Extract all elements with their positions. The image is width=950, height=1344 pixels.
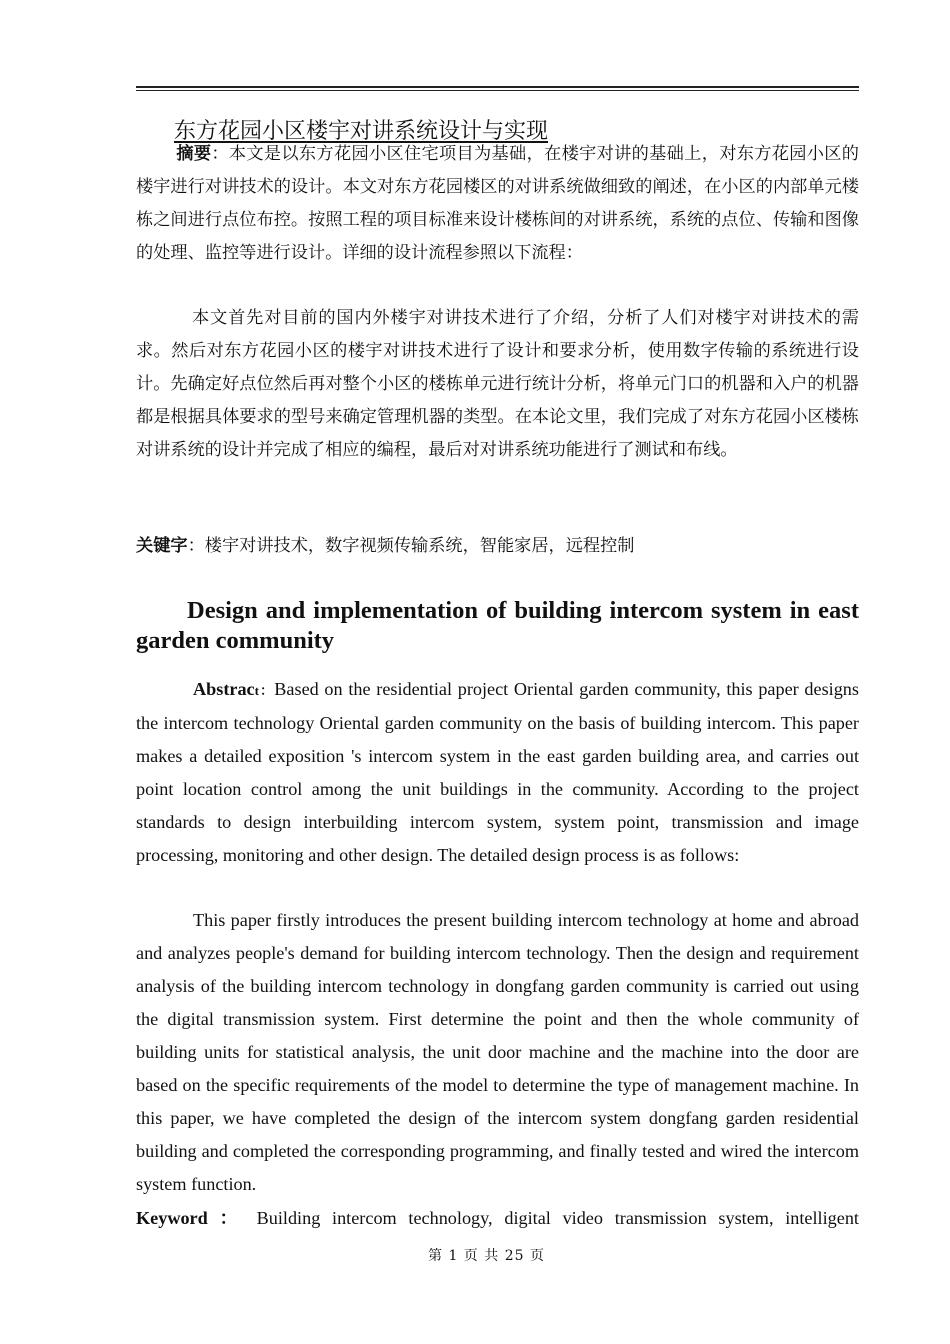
english-abstract-text-1: Based on the residential project Oriental garden community, this paper designs the intercom technology Oriental garden community on the basis of building intercom. This paper makes a detailed exposition 's intercom system in the east garden building area, and carries out point location control among the unit buildings in the community. According to the project standards to design interbuilding intercom system, system point, transmission and image processing, monitoring and other design. The detailed design process is as follows: bbox=[136, 679, 859, 865]
chinese-keywords bbox=[136, 530, 859, 563]
chinese-title: 东方花园小区楼宇对讲系统设计与实现 bbox=[174, 119, 549, 144]
chinese-abstract-label: 摘要 bbox=[176, 144, 212, 164]
english-abstract-paragraph-1 bbox=[136, 673, 859, 872]
english-abstract-label-tail: t： bbox=[254, 683, 275, 698]
english-keywords-label: Keyword bbox=[136, 1208, 208, 1228]
chinese-abstract-colon: ： bbox=[211, 144, 229, 164]
chinese-keywords-label: 关键字 bbox=[136, 536, 188, 556]
english-keywords-text: Building intercom technology, digital video transmission system, intelligent bbox=[256, 1208, 859, 1228]
english-abstract-paragraph-2: This paper firstly introduces the present building intercom technology at home and abroad and analyzes people's demand for building intercom technology. Then the design and requirement analysis of the building intercom technology in dongfang garden community is carried out using the digital transmission system. First determine the point and then the whole community of building units for statistical analysis, the unit door machine and the machine into the door are based on the specific requirements of the model to determine the type of management machine. In this paper, we have completed the design of the intercom system dongfang garden residential building and completed the corresponding programming, and finally tested and wired the intercom system function. bbox=[136, 910, 859, 1194]
english-abstract-label: Abstrac bbox=[193, 679, 255, 699]
english-keywords bbox=[136, 1202, 859, 1235]
header-rule bbox=[136, 86, 859, 91]
english-title: Design and implementation of building intercom system in east garden community bbox=[136, 597, 859, 654]
chinese-keywords-text: 楼宇对讲技术，数字视频传输系统，智能家居，远程控制 bbox=[204, 536, 635, 556]
page-number-footer: 第 1 页 共 25 页 bbox=[428, 1248, 545, 1264]
english-keywords-colon: ： bbox=[219, 1208, 245, 1228]
chinese-keywords-colon: ： bbox=[187, 536, 205, 556]
chinese-abstract-paragraph-1 bbox=[136, 138, 859, 270]
chinese-abstract-paragraph-2: 本文首先对目前的国内外楼宇对讲技术进行了介绍，分析了人们对楼宇对讲技术的需求。然后对东方花园小区的楼宇对讲技术进行了设计和要求分析，使用数字传输的系统进行设计。先确定好点位然后再对整个小区的楼栋单元进行统计分析，将单元门口的机器和入户的机器都是根据具体要求的型号来确定管理机器的类型。在本论文里，我们完成了对东方花园小区楼栋对讲系统的设计并完成了相应的编程，最后对对讲系统功能进行了测试和布线。 bbox=[136, 308, 859, 460]
chinese-abstract-text-1: 本文是以东方花园小区住宅项目为基础，在楼宇对讲的基础上，对东方花园小区的楼宇进行对讲技术的设计。本文对东方花园楼区的对讲系统做细致的阐述，在小区的内部单元楼栋之间进行点位布控。按照工程的项目标准来设计楼栋间的对讲系统，系统的点位、传输和图像的处理、监控等进行设计。详细的设计流程参照以下流程： bbox=[136, 144, 859, 263]
